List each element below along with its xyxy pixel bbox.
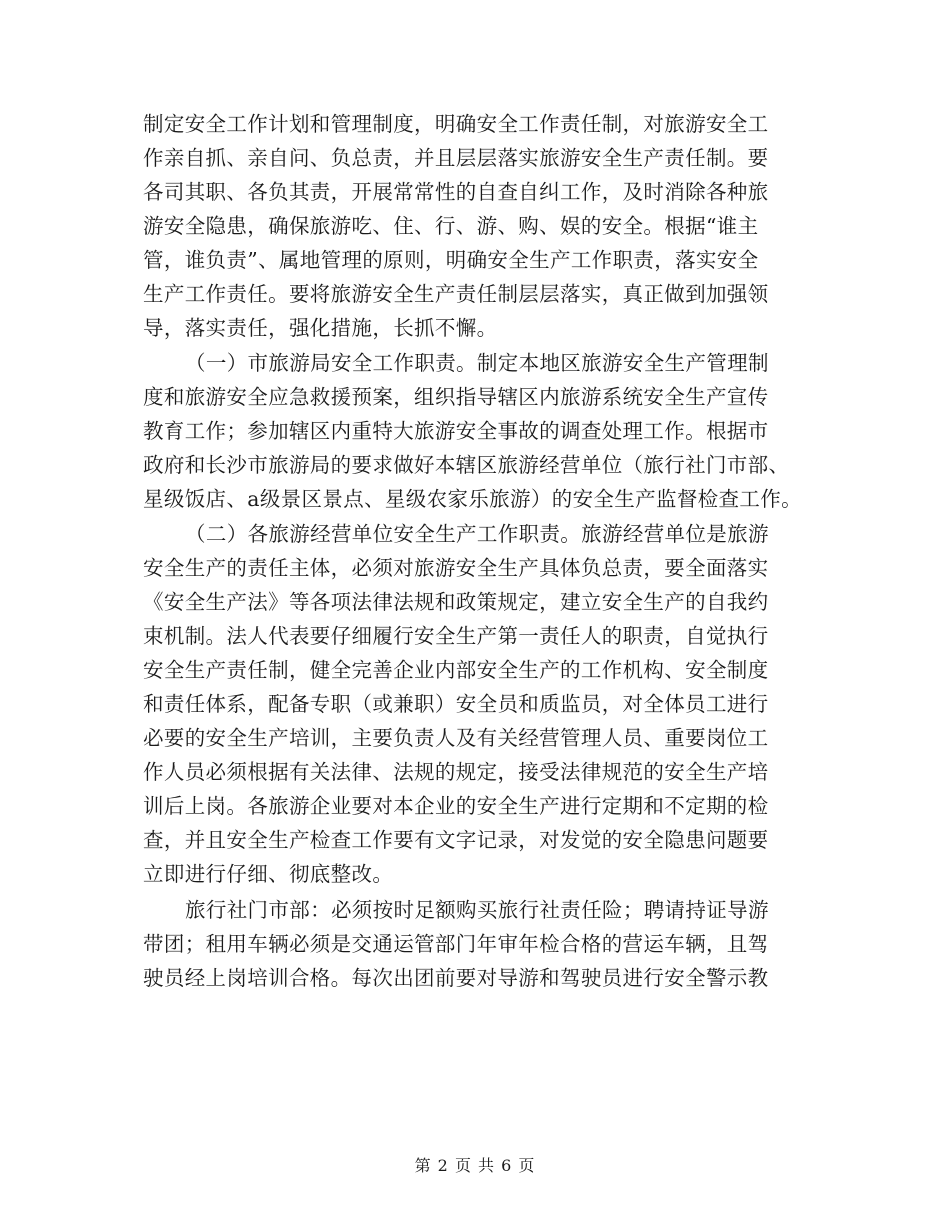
text-line: 《安全生产法》等各项法律法规和政策规定，建立安全生产的自我约 — [143, 590, 769, 614]
text-line: 生产工作责任。要将旅游安全生产责任制层层落实，真正做到加强领 — [143, 282, 769, 306]
text-line: 导，落实责任，强化措施，长抓不懈。 — [143, 316, 498, 340]
text-line: 教育工作；参加辖区内重特大旅游安全事故的调查处理工作。根据市 — [143, 419, 769, 443]
page-number-footer: 第 2 页 共 6 页 — [414, 1156, 536, 1175]
text-line: 管，谁负责”、属地管理的原则，明确安全生产工作职责，落实安全 — [143, 248, 759, 272]
paragraph-first-line: 旅行社门市部：必须按时足额购买旅行社责任险；聘请持证导游 — [185, 898, 769, 922]
text-line: 作人员必须根据有关法律、法规的规定，接受法律规范的安全生产培 — [143, 760, 769, 784]
text-line: 安全生产责任制，健全完善企业内部安全生产的工作机构、安全制度 — [143, 658, 769, 682]
text-line: 星级饭店、a级景区景点、星级农家乐旅游）的安全生产监督检查工作。 — [143, 487, 802, 511]
text-line: 和责任体系，配备专职（或兼职）安全员和质监员，对全体员工进行 — [143, 692, 769, 716]
text-line: 安全生产的责任主体，必须对旅游安全生产具体负总责，要全面落实 — [143, 556, 769, 580]
text-line: 立即进行仔细、彻底整改。 — [143, 862, 394, 886]
text-line: 政府和长沙市旅游局的要求做好本辖区旅游经营单位（旅行社门市部、 — [143, 453, 790, 477]
text-line: 度和旅游安全应急救援预案，组织指导辖区内旅游系统安全生产宣传 — [143, 385, 769, 409]
text-line: 查，并且安全生产检查工作要有文字记录，对发觉的安全隐患问题要 — [143, 828, 769, 852]
text-line: 训后上岗。各旅游企业要对本企业的安全生产进行定期和不定期的检 — [143, 794, 769, 818]
text-line: 作亲自抓、亲自问、负总责，并且层层落实旅游安全生产责任制。要 — [143, 146, 769, 170]
text-line: 游安全隐患，确保旅游吃、住、行、游、购、娱的安全。根据“谁主 — [143, 214, 759, 238]
text-line: 束机制。法人代表要仔细履行安全生产第一责任人的职责，自觉执行 — [143, 624, 769, 648]
section-heading-line: （二）各旅游经营单位安全生产工作职责。旅游经营单位是旅游 — [185, 522, 769, 546]
text-line: 制定安全工作计划和管理制度，明确安全工作责任制，对旅游安全工 — [143, 112, 769, 136]
text-line: 必要的安全生产培训，主要负责人及有关经营管理人员、重要岗位工 — [143, 726, 769, 750]
text-line: 带团；租用车辆必须是交通运管部门年审年检合格的营运车辆，且驾 — [143, 932, 769, 956]
text-line: 各司其职、各负其责，开展常常性的自查自纠工作，及时消除各种旅 — [143, 180, 769, 204]
section-heading-line: （一）市旅游局安全工作职责。制定本地区旅游安全生产管理制 — [185, 351, 769, 375]
text-line: 驶员经上岗培训合格。每次出团前要对导游和驾驶员进行安全警示教 — [143, 966, 769, 990]
